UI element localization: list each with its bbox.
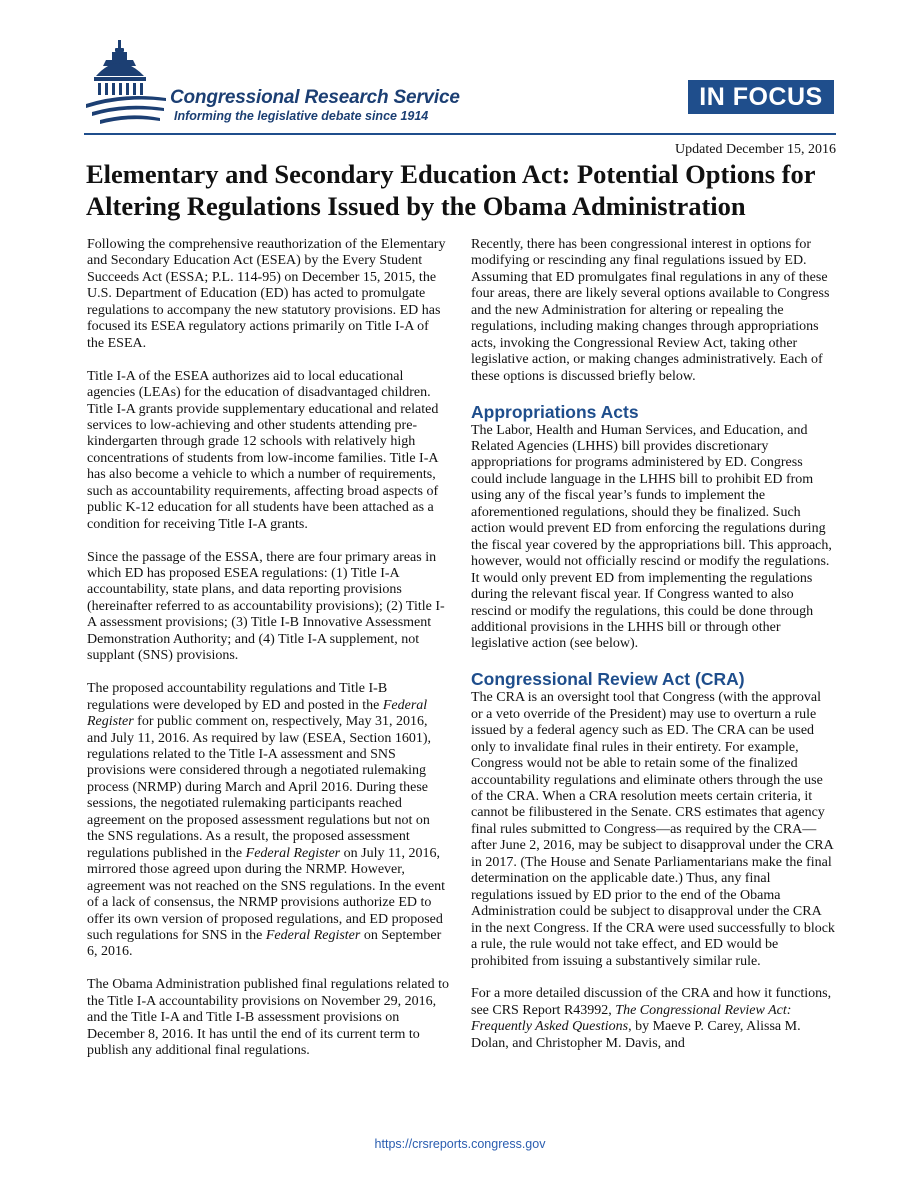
header-rule xyxy=(84,133,836,135)
updated-date: Updated December 15, 2016 xyxy=(675,142,836,157)
paragraph-text: for public comment on, respectively, May 31, 2016, and July 11, 2016. As required by law (ESEA, Section 1601), regulations related to the Title I-A assessment and SNS provisions were considered through a negotiated rulemaking process (NRMP) during March and April 2016. During these sessions, the negotiated rulemaking participants reached agreement on the proposed assessment regulations but not on the SNS regulations. As a result, the proposed assessment regulations published in the xyxy=(87,714,431,861)
paragraph: Since the passage of the ESSA, there are four primary areas in which ED has proposed ESEA regulations: (1) Title I-A accountability, state plans, and data reporting provisions (hereinafter referred to as accountability provisions); (2) Title I-A assessment provisions; (3) Title I-B Innovative Assessment Demonstration Authority; and (4) Title I-A supplement, not supplant (SNS) provisions. xyxy=(87,549,445,664)
paragraph: Recently, there has been congressional interest in options for modifying or rescinding any final regulations issued by ED. Assuming that ED promulgates final regulations in any of these four areas, there are likely several options available to Congress and the new Administration for altering or repealing the regulations, including making changes through appropriations acts, invoking the Congressional Review Act, taking other legislative action, or making changes administratively. Each of these options is discussed briefly below. xyxy=(471,237,830,384)
paragraph-text: on September 6, 2016. xyxy=(87,927,442,960)
paragraph xyxy=(87,681,449,961)
left-column xyxy=(87,237,449,1060)
paragraph-text: The proposed accountability regulations and Title I-B regulations were developed by ED and posted in the xyxy=(87,681,388,713)
federal-register-reference: Federal Register xyxy=(87,697,428,730)
footer-url-link[interactable]: https://crsreports.congress.gov xyxy=(374,1137,546,1151)
federal-register-reference: Federal Register xyxy=(265,927,361,943)
paragraph xyxy=(471,986,835,1052)
paragraph: The CRA is an oversight tool that Congress (with the approval or a veto override of the President) may use to overturn a rule issued by a federal agency such as ED. The CRA can be used only to invalidate final rules in their entirety. For example, Congress would not be able to retain some of the finalized accountability regulations and eliminate others through the use of the CRA. When a CRA resolution meets certain criteria, it cannot be filibustered in the Senate. CRS estimates that agency final rules submitted to Congress—as required by the CRA—after June 2, 2016, may be subject to disapproval under the CRA in 2017. (The House and Senate Parliamentarians make the final determination on the applicable date.) Thus, any final regulations issued by ED prior to the end of the Obama Administration could be subject to disapproval under the CRA in the next Congress. If the CRA were used successfully to block a rule, the rule would not take effect, and ED would be prohibited from issuing a substantively similar rule. xyxy=(471,690,835,969)
in-focus-badge: IN FOCUS xyxy=(688,80,834,114)
org-tagline: Informing the legislative debate since 1914 xyxy=(174,109,429,123)
page-title: Elementary and Secondary Education Act: Potential Options for Altering Regulations Issued by the Obama Administration xyxy=(86,159,815,221)
paragraph: The Obama Administration published final regulations related to the Title I-A accountability provisions on November 29, 2016, and the Title I-A and Title I-B assessment provisions on December 8, 2016. It has until the end of its current term to publish any additional final regulations. xyxy=(87,977,449,1059)
section-heading-cra: Congressional Review Act (CRA) xyxy=(471,669,745,690)
right-column xyxy=(471,237,835,1052)
section-heading-appropriations: Appropriations Acts xyxy=(471,401,639,422)
paragraph: Following the comprehensive reauthorization of the Elementary and Secondary Education Act (ESEA) by the Every Student Succeeds Act (ESSA; P.L. 114-95) on December 15, 2015, the U.S. Department of Education (ED) has acted to promulgate regulations to accompany the new statutory provisions. ED has focused its ESEA regulatory actions primarily on Title I-A of the ESEA. xyxy=(87,237,446,351)
org-name: Congressional Research Service xyxy=(170,87,460,108)
paragraph-text: , by Maeve P. Carey, Alissa M. Dolan, and Christopher M. Davis, and xyxy=(471,1019,801,1051)
report-header xyxy=(84,36,836,146)
paragraph: The Labor, Health and Human Services, and Education, and Related Agencies (LHHS) bill provides discretionary appropriations for programs administered by ED. Congress could include language in the LHHS bill to prohibit ED from using any of the fiscal year’s funds to implement the aforementioned regulations, should they be finalized. Such action would prevent ED from enforcing the regulations during the fiscal year covered by the appropriations bill. This approach, however, would not officially rescind or modify the regulations. It would only prevent ED from implementing the regulations during the relevant fiscal year. If Congress wanted to also rescind or modify the regulations, this could be done through additional provisions in the LHHS bill or through other legislative action (see below). xyxy=(471,422,832,652)
paragraph-text: For a more detailed discussion of the CRA and how it functions, see CRS Report R43992, xyxy=(471,986,832,1018)
report-title-reference: The Congressional Review Act: Frequently Asked Questions xyxy=(471,1002,792,1035)
paragraph-text: on July 11, 2016, mirrored those agreed upon during the NRMP. However, agreement was not reached on the SNS regulations. In the event of a lack of consensus, the NRMP provisions authorize ED to offer its own version of proposed regulations, and ED proposed such regulations for SNS in the xyxy=(87,845,446,943)
paragraph: Title I-A of the ESEA authorizes aid to local educational agencies (LEAs) for the education of disadvantaged children. Title I-A grants provide supplementary educational and related services to low-achieving and other students attending pre-kindergarten through grade 12 schools with relatively high concentrations of students from low-income families. Title I-A has also become a vehicle to which a number of requirements, such as accountability requirements, affecting broad aspects of public K-12 education for all students have been attached as a condition for receiving Title I-A grants. xyxy=(87,368,439,532)
capitol-dome-icon xyxy=(84,36,174,132)
federal-register-reference: Federal Register xyxy=(245,845,341,861)
